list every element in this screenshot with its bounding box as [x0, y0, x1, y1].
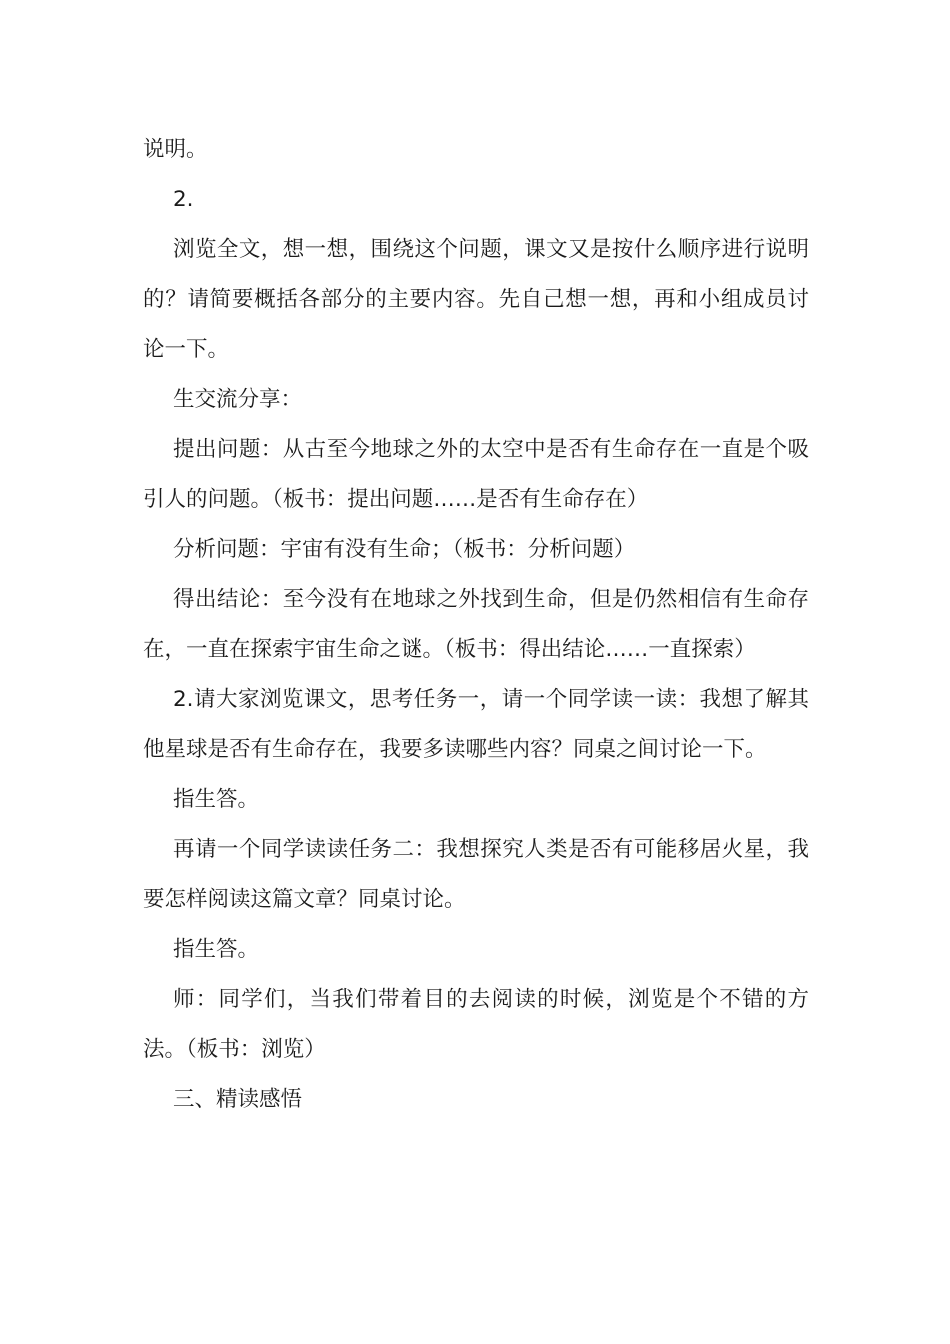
paragraph-raise-question: 提出问题：从古至今地球之外的太空中是否有生命存在一直是个吸引人的问题。（板书：提出问题……是否有生命存在） — [143, 437, 809, 512]
paragraph-student-sharing: 生交流分享： — [173, 387, 303, 412]
section-heading-intensive-reading: 三、精读感悟 — [173, 1087, 303, 1112]
paragraph-teacher-summary: 师：同学们，当我们带着目的去阅读的时候，浏览是个不错的方法。（板书：浏览） — [143, 987, 809, 1062]
paragraph-task-one: 2.请大家浏览课文，思考任务一，请一个同学读一读：我想了解其他星球是否有生命存在，我要多读哪些内容？同桌之间讨论一下。 — [143, 687, 809, 762]
paragraph-student-answer: 指生答。 — [173, 787, 260, 812]
paragraph-browse-instruction: 浏览全文，想一想，围绕这个问题，课文又是按什么顺序进行说明的？请简要概括各部分的主要内容。先自己想一想，再和小组成员讨论一下。 — [143, 237, 809, 362]
paragraph-analyze-question: 分析问题：宇宙有没有生命；（板书：分析问题） — [173, 537, 636, 562]
document-body — [143, 125, 809, 1125]
paragraph-student-answer-2: 指生答。 — [173, 937, 260, 962]
paragraph-conclusion: 得出结论：至今没有在地球之外找到生命，但是仍然相信有生命存在，一直在探索宇宙生命之谜。（板书：得出结论……一直探索） — [143, 587, 809, 662]
paragraph-continuation: 说明。 — [143, 137, 208, 162]
paragraph-task-two: 再请一个同学读读任务二：我想探究人类是否有可能移居火星，我要怎样阅读这篇文章？同桌讨论。 — [143, 837, 809, 912]
paragraph-step-number: 2. — [173, 187, 194, 212]
